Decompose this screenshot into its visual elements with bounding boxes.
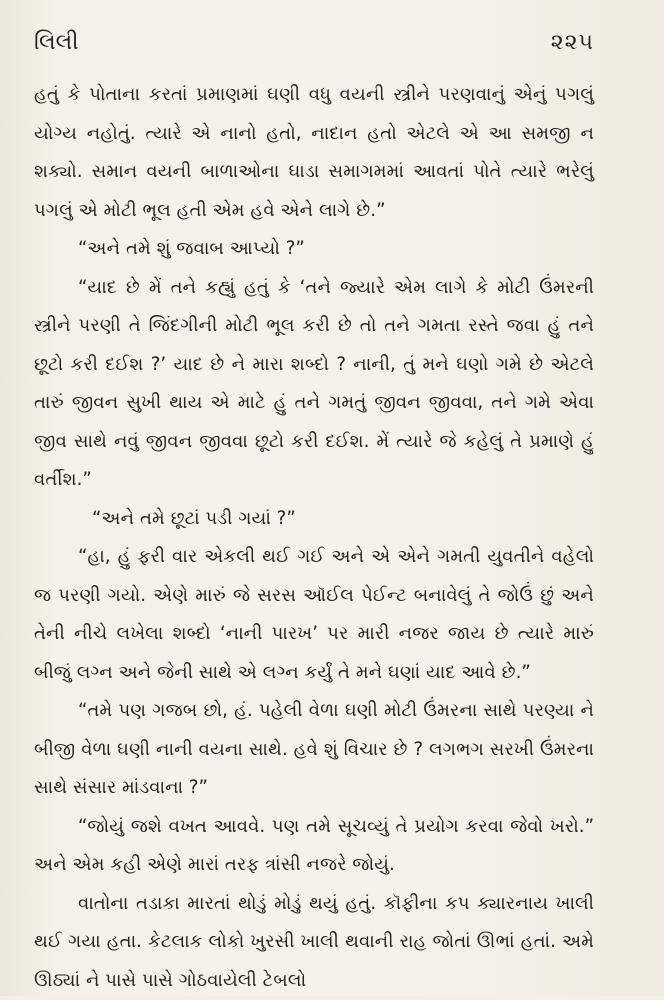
paragraph: “હા, હું ફરી વાર એકલી થઈ ગઈ અને એ એને ગમતી યુવતીને વહેલો જ પરણી ગયો. એણે મારું જે સરસ ઑઈલ પેઈન્ટ બનાવેલું તે જોઉં છું અને તેની નીચે લખેલા શબ્દો ‘નાની પારખ’ પર મારી નજર જાય છે ત્યારે મારું બીજું લગ્ન અને જેની સાથે એ લગ્ન કર્યું તે મને ઘણાં યાદ આવે છે.”	[34, 538, 594, 692]
paragraph: “અને તમે છૂટાં પડી ગયાં ?”	[34, 500, 594, 539]
body-text	[34, 76, 594, 1000]
paragraph: “અને તમે શું જવાબ આપ્યો ?”	[34, 230, 594, 269]
running-title: લિલી	[34, 30, 79, 55]
paragraph: “જોયું જશે વખત આવવે. પણ તમે સૂચવ્યું તે પ્રયોગ કરવા જેવો ખરો.” અને એમ કહી એણે મારાં તરફ ત્રાંસી નજરે જોયું.	[34, 808, 594, 885]
paragraph: હતું કે પોતાના કરતાં પ્રમાણમાં ઘણી વધુ વયની સ્ત્રીને પરણવાનું એનું પગલું યોગ્ય નહોતું. ત્યારે એ નાનો હતો, નાદાન હતો એટલે એ આ સમજી ન શક્યો. સમાન વયની બાળાઓના ઘાડા સમાગમમાં આવતાં પોતે ત્યારે ભરેલું પગલું એ મોટી ભૂલ હતી એમ હવે એને લાગે છે.”	[34, 76, 594, 230]
page-header	[34, 30, 594, 76]
page-number: ૨૨૫	[551, 30, 594, 55]
paragraph: વાતોના તડાકા મારતાં થોડું મોડું થયું હતું. કૉફીના કપ ક્યારનાય ખાલી થઈ ગયા હતા. કેટલાક લોકો ખુરસી ખાલી થવાની રાહ જોતાં ઊભાં હતાં. અમે ઊઠ્યાં ને પાસે પાસે ગોઠવાયેલી ટેબલો	[34, 885, 594, 1000]
paragraph: “તમે પણ ગજબ છો, હં. પહેલી વેળા ઘણી મોટી ઉંમરના સાથે પરણ્યા ને બીજી વેળા ઘણી નાની વયના સાથે. હવે શું વિચાર છે ? લગભગ સરખી ઉંમરના સાથે સંસાર માંડવાના ?”	[34, 692, 594, 808]
paragraph: “યાદ છે મેં તને કહ્યું હતું કે ‘તને જ્યારે એમ લાગે કે મોટી ઉંમરની સ્ત્રીને પરણી તે જિંદગીની મોટી ભૂલ કરી છે તો તને ગમતા રસ્તે જવા હું તને છૂટો કરી દઈશ ?’ યાદ છે ને મારા શબ્દો ? નાની, તું મને ઘણો ગમે છે એટલે તારું જીવન સુખી થાય એ માટે હું તને ગમતું જીવન જીવવા, તને ગમે એવા જીવ સાથે નવું જીવન જીવવા છૂટો કરી દઈશ. મેં ત્યારે જે કહેલું તે પ્રમાણે હું વર્તીશ.”	[34, 269, 594, 500]
